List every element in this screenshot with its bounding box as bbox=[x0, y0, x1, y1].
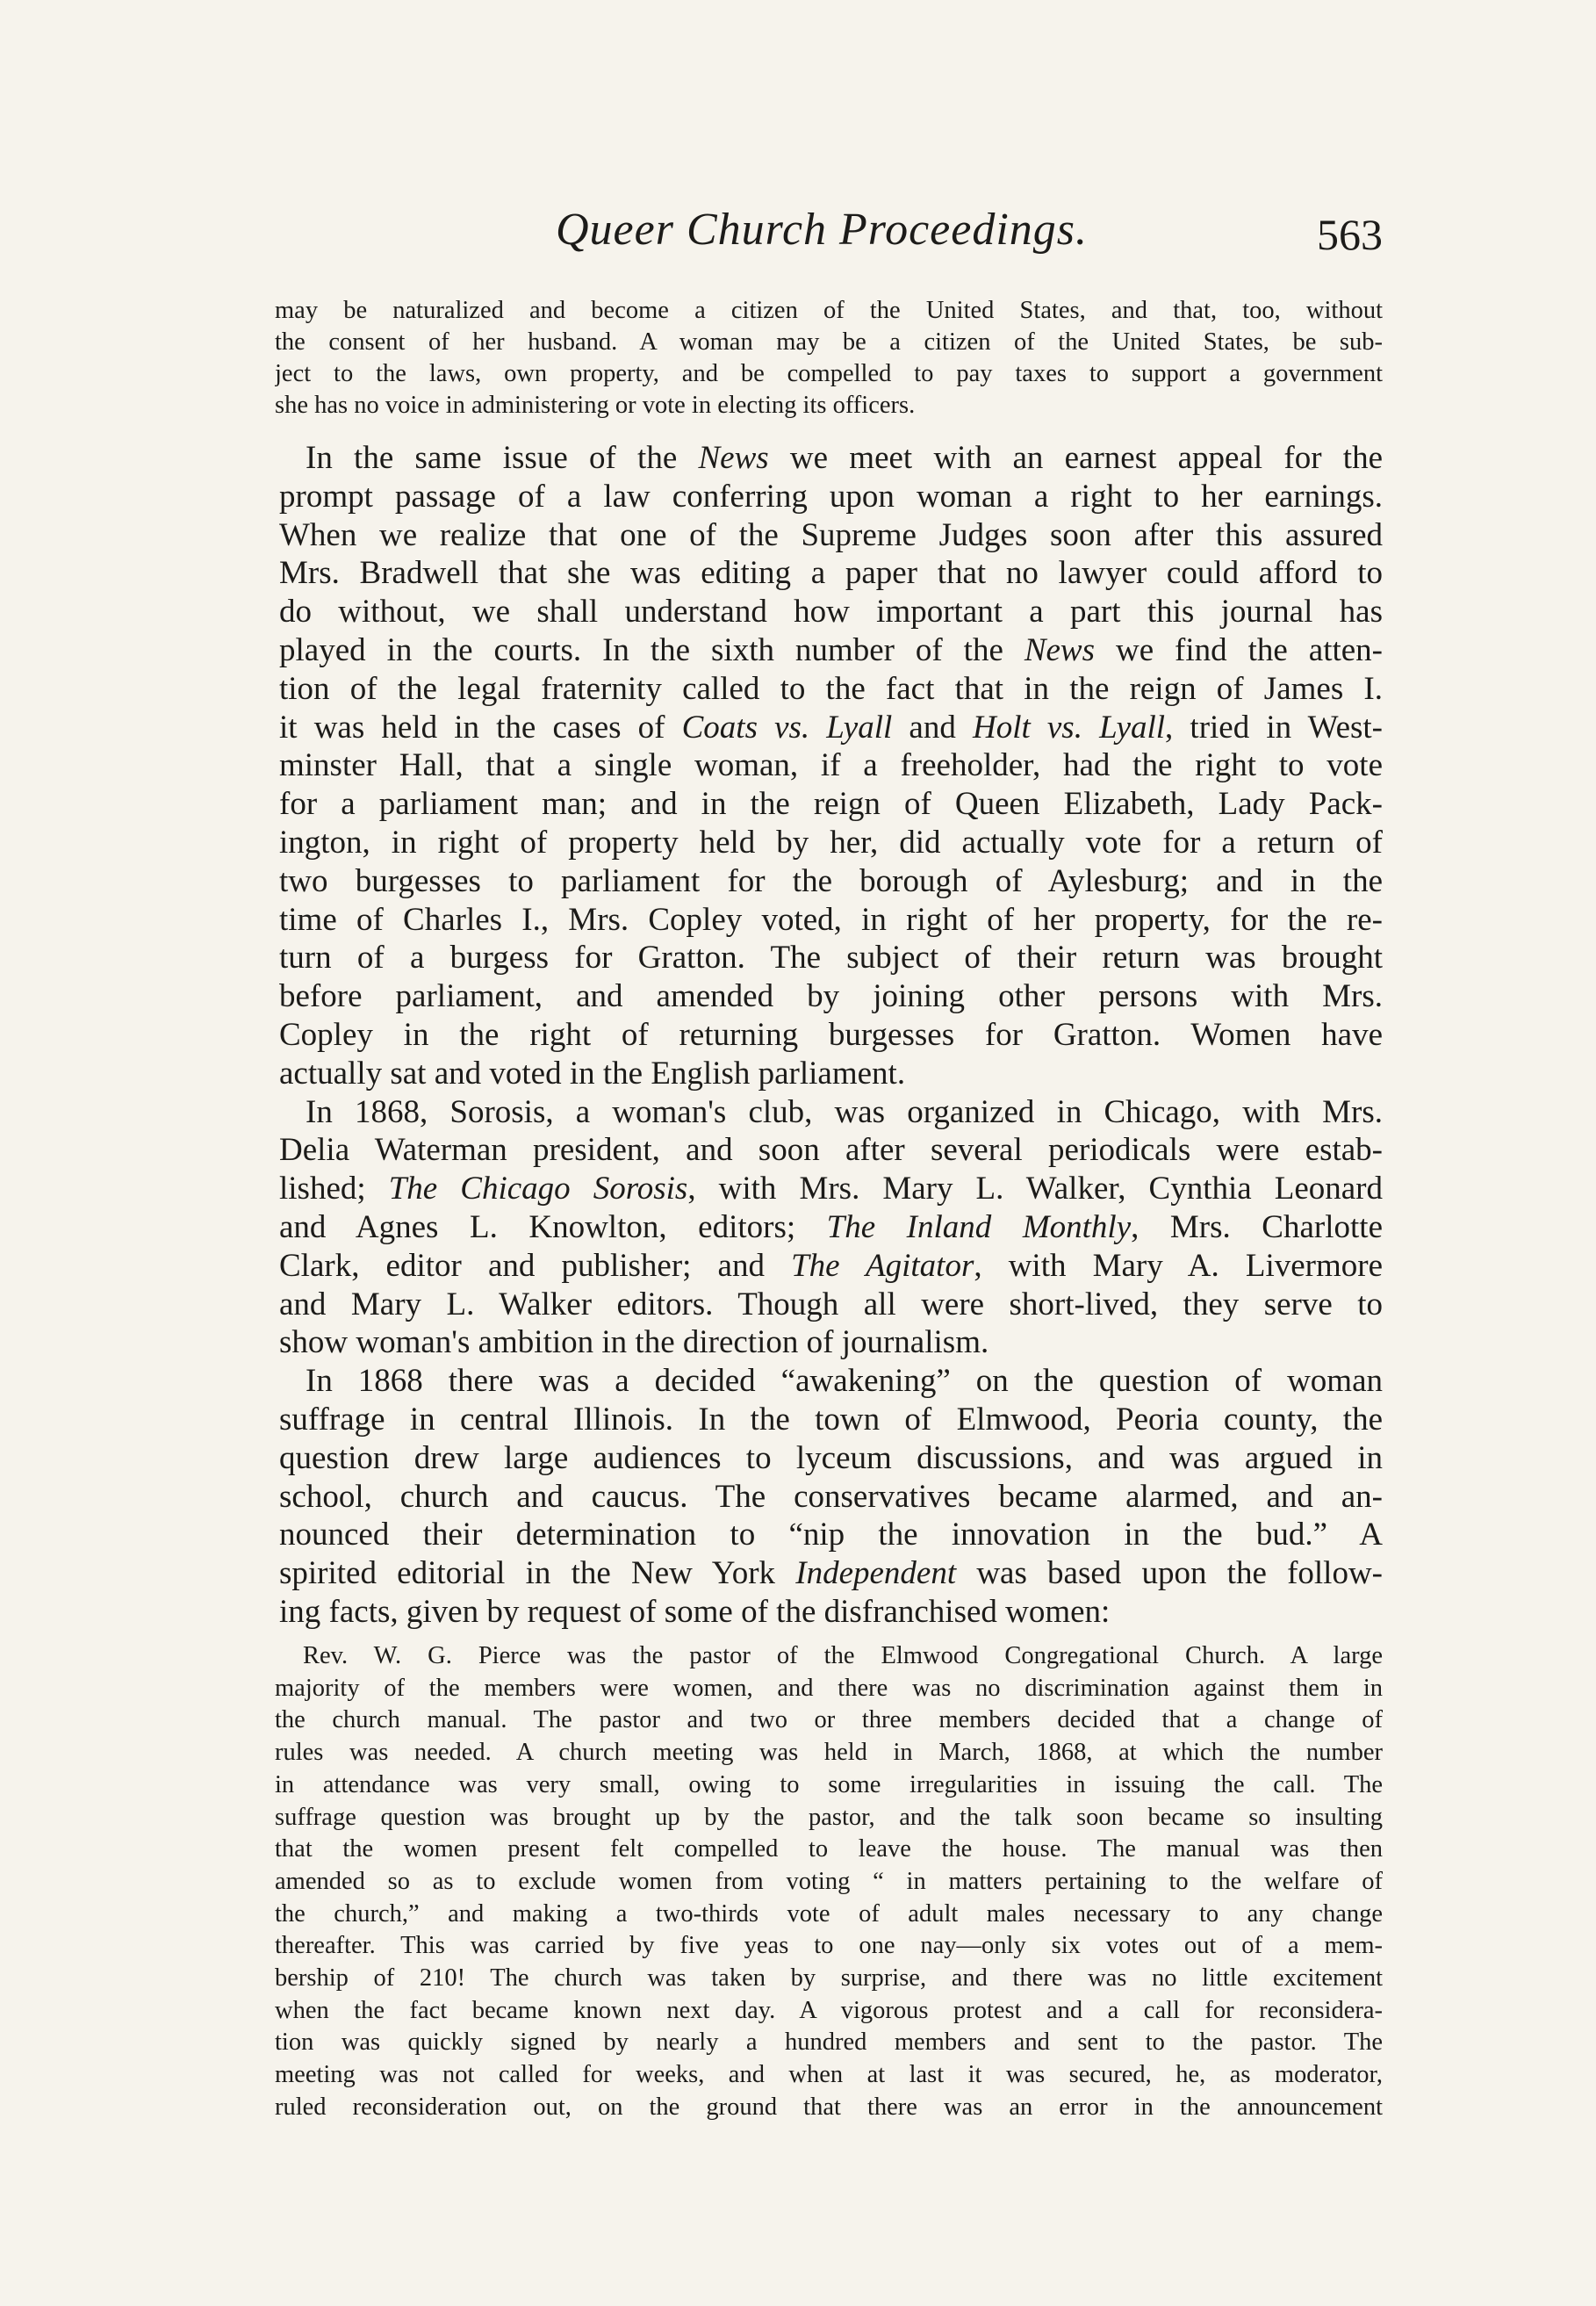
quoted-passage-top bbox=[275, 295, 1383, 422]
text-line: nounced their determination to “nip the innovation in the bud.” A bbox=[279, 1517, 1383, 1553]
text-line: that the women present felt compelled to leave the house. The manual was then bbox=[275, 1835, 1383, 1863]
text-line: it was held in the cases of Coats vs. Lyall and Holt vs. Lyall, tried in West- bbox=[279, 709, 1383, 746]
text-line: majority of the members were women, and there was no discrimination against them in bbox=[275, 1674, 1383, 1702]
text-line: When we realize that one of the Supreme Judges soon after this assured bbox=[279, 516, 1383, 553]
text-line: in attendance was very small, owing to some irregularities in issuing the call. The bbox=[275, 1770, 1383, 1798]
text-line: question drew large audiences to lyceum discussions, and was argued in bbox=[279, 1439, 1383, 1476]
paragraph-start-line: In 1868 there was a decided “awakening” on the question of woman bbox=[306, 1363, 1383, 1400]
text-line: when the fact became known next day. A vigorous protest and a call for reconsidera- bbox=[275, 1996, 1383, 2024]
text-line: do without, we shall understand how important a part this journal has bbox=[279, 594, 1383, 631]
text-line: turn of a burgess for Gratton. The subject of their return was brought bbox=[279, 940, 1383, 976]
text-line: tion was quickly signed by nearly a hundred members and sent to the pastor. The bbox=[275, 2029, 1383, 2057]
text-line: tion of the legal fraternity called to the fact that in the reign of James I. bbox=[279, 670, 1383, 707]
text-line: and Mary L. Walker editors. Though all were short-lived, they serve to bbox=[279, 1286, 1383, 1322]
text-line: actually sat and voted in the English parliament. bbox=[279, 1055, 906, 1092]
text-line: and Agnes L. Knowlton, editors; The Inland Monthly, Mrs. Charlotte bbox=[279, 1208, 1383, 1245]
text-line: rules was needed. A church meeting was held in March, 1868, at which the number bbox=[275, 1739, 1383, 1767]
text-line: suffrage in central Illinois. In the town of Elmwood, Peoria county, the bbox=[279, 1401, 1383, 1438]
text-line: minster Hall, that a single woman, if a freeholder, had the right to vote bbox=[279, 747, 1383, 784]
text-line: played in the courts. In the sixth number of the News we find the atten- bbox=[279, 631, 1383, 668]
text-line: may be naturalized and become a citizen of the United States, and that, too, without bbox=[275, 297, 1383, 324]
text-line: the consent of her husband. A woman may be a citizen of the United States, be sub- bbox=[275, 328, 1383, 356]
quoted-passage-bottom bbox=[275, 1640, 1383, 2124]
text-line: ington, in right of property held by her, did actually vote for a return of bbox=[279, 824, 1383, 861]
text-line: show woman's ambition in the direction of journalism. bbox=[279, 1324, 989, 1361]
text-line: the church,” and making a two-thirds vote of adult males necessary to any change bbox=[275, 1899, 1383, 1928]
text-line: Copley in the right of returning burgesses for Gratton. Women have bbox=[279, 1016, 1383, 1053]
text-line: Delia Waterman president, and soon after several periodicals were estab- bbox=[279, 1132, 1383, 1169]
text-line: for a parliament man; and in the reign of Queen Elizabeth, Lady Pack- bbox=[279, 786, 1383, 823]
text-line: Clark, editor and publisher; and The Agitator, with Mary A. Livermore bbox=[279, 1247, 1383, 1284]
text-line: ruled reconsideration out, on the ground that there was an error in the announcement bbox=[275, 2093, 1383, 2121]
text-line: meeting was not called for weeks, and when at last it was secured, he, as moderator, bbox=[275, 2061, 1383, 2089]
running-title: Queer Church Proceedings. bbox=[556, 205, 1089, 255]
page-header bbox=[275, 204, 1383, 274]
page-number: 563 bbox=[1317, 210, 1383, 259]
paragraph-start-line: Rev. W. G. Pierce was the pastor of the Elmwood Congregational Church. A large bbox=[303, 1642, 1383, 1669]
body-text bbox=[279, 439, 1383, 1632]
text-line: school, church and caucus. The conservatives became alarmed, and an- bbox=[279, 1478, 1383, 1515]
text-line: the church manual. The pastor and two or three members decided that a change of bbox=[275, 1706, 1383, 1734]
paragraph-start-line: In 1868, Sorosis, a woman's club, was organized in Chicago, with Mrs. bbox=[306, 1093, 1383, 1130]
text-line: ject to the laws, own property, and be compelled to pay taxes to support a government bbox=[275, 360, 1383, 387]
text-line: she has no voice in administering or vote in electing its officers. bbox=[275, 392, 916, 419]
text-line: before parliament, and amended by joining other persons with Mrs. bbox=[279, 978, 1383, 1015]
text-line: amended so as to exclude women from voting “ in matters pertaining to the welfare of bbox=[275, 1867, 1383, 1895]
text-line: lished; The Chicago Sorosis, with Mrs. Mary L. Walker, Cynthia Leonard bbox=[279, 1171, 1383, 1207]
text-line: Mrs. Bradwell that she was editing a paper that no lawyer could afford to bbox=[279, 555, 1383, 592]
text-line: suffrage question was brought up by the pastor, and the talk soon became so insulting bbox=[275, 1803, 1383, 1831]
paragraph-start-line: In the same issue of the News we meet with an earnest appeal for the bbox=[306, 440, 1383, 476]
text-line: time of Charles I., Mrs. Copley voted, in right of her property, for the re- bbox=[279, 901, 1383, 938]
text-line: bership of 210! The church was taken by surprise, and there was no little excitement bbox=[275, 1964, 1383, 1993]
text-line: ing facts, given by request of some of the disfranchised women: bbox=[279, 1593, 1111, 1630]
text-line: spirited editorial in the New York Independent was based upon the follow- bbox=[279, 1555, 1383, 1592]
text-line: two burgesses to parliament for the borough of Aylesburg; and in the bbox=[279, 862, 1383, 899]
text-line: prompt passage of a law conferring upon woman a right to her earnings. bbox=[279, 478, 1383, 515]
text-line: thereafter. This was carried by five yeas to one nay—only six votes out of a mem- bbox=[275, 1932, 1383, 1960]
